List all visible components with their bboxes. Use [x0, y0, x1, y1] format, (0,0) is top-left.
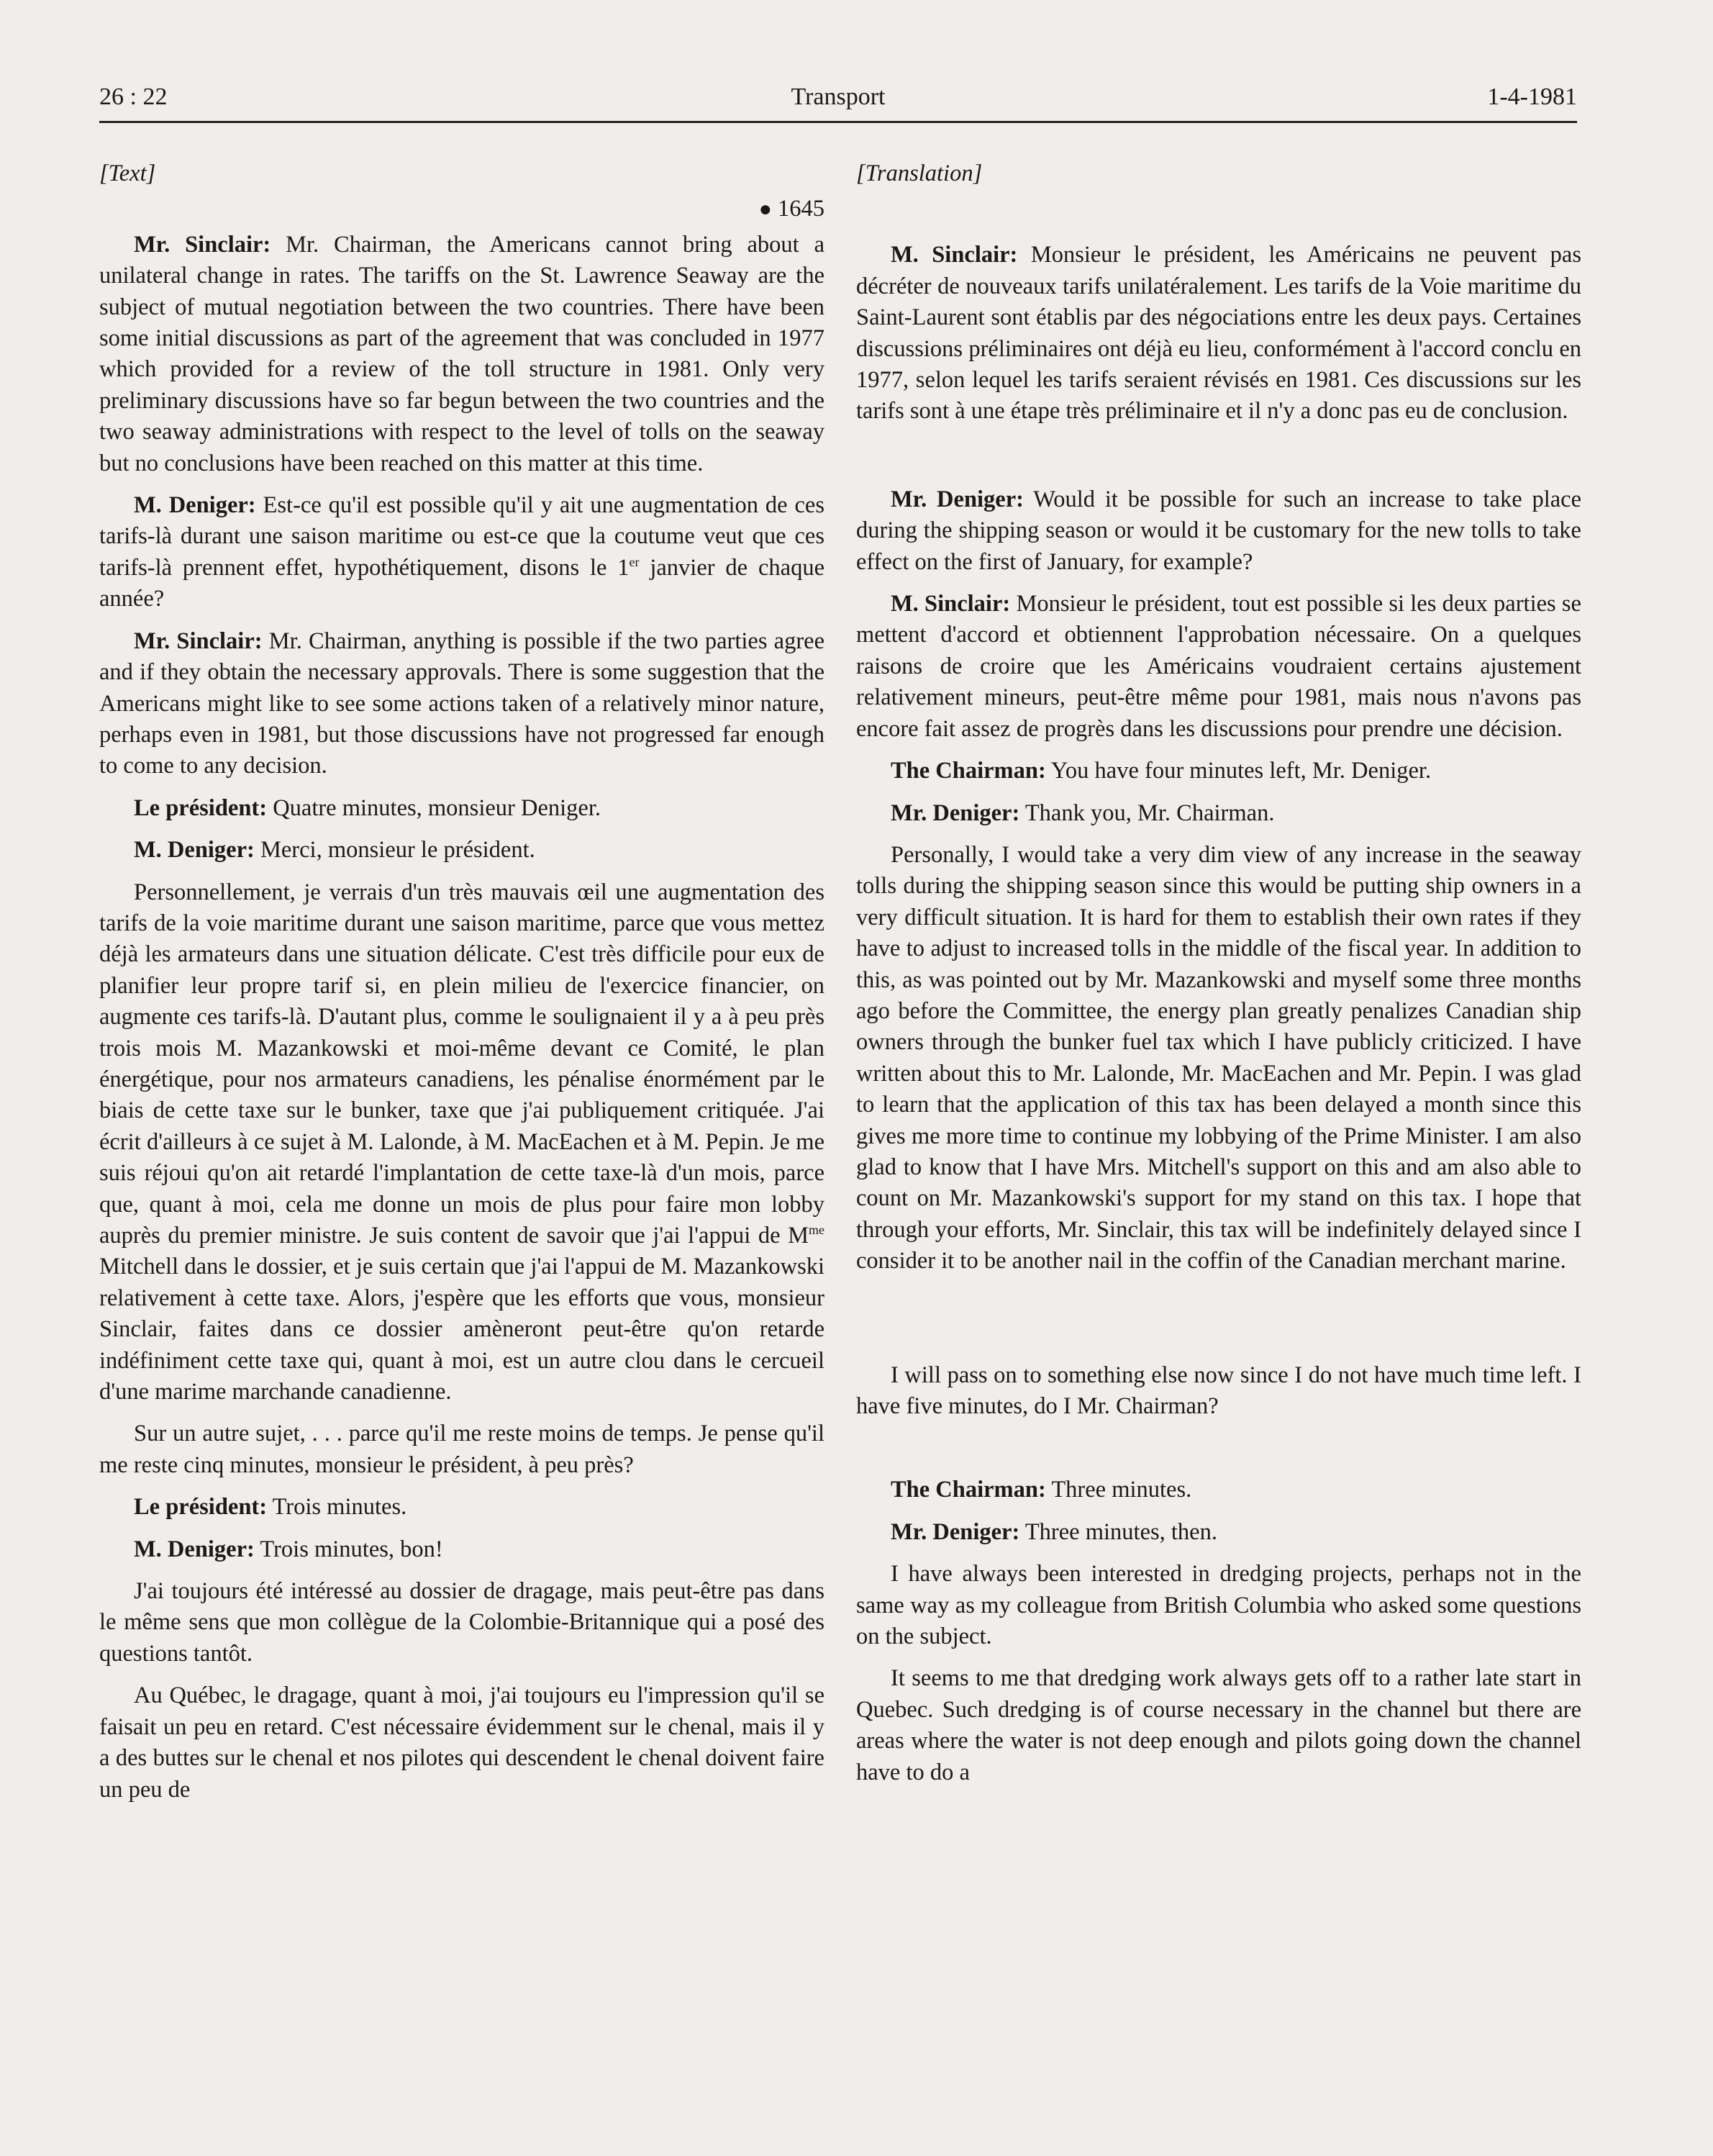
superscript: er [629, 555, 640, 570]
paragraph [856, 1360, 1581, 1423]
paragraph-text: You have four minutes left, Mr. Deniger. [1045, 758, 1432, 784]
paragraph-text: Monsieur le président, tout est possible si les deux parties se mettent d'accord et obtiennent l'approbation nécessaire. On a quelques raisons de croire que les Américains voudraient certains ajustement relativement mineurs, peut-être même pour 1981, mais nous n'avons pas encore fait assez de progrès dans les discussions pour prendre une décision. [856, 591, 1581, 742]
speaker-name: Mr. Sinclair: [134, 628, 263, 654]
running-title: Transport [791, 83, 886, 110]
paragraph [99, 1680, 824, 1806]
paragraph [856, 484, 1581, 578]
page-date: 1-4-1981 [1487, 83, 1577, 110]
paragraph [99, 1418, 824, 1481]
speaker-name: Mr. Deniger: [891, 1518, 1020, 1545]
paragraph [856, 1559, 1581, 1652]
text-label: [Text] [99, 160, 156, 186]
page-folio: 26 : 22 [99, 83, 168, 110]
speaker-name: M. Deniger: [134, 837, 255, 864]
page-header [99, 78, 1577, 123]
paragraph-text: Three minutes. [1045, 1477, 1192, 1503]
speaker-name: M. Sinclair: [891, 591, 1011, 617]
paragraph [99, 793, 824, 824]
speaker-name: The Chairman: [891, 758, 1046, 784]
paragraph-text: janvier de chaque année? [99, 554, 824, 612]
paragraph-text: Thank you, Mr. Chairman. [1019, 800, 1275, 826]
speaker-name: Le président: [134, 1494, 268, 1521]
speaker-name: Mr. Deniger: [891, 800, 1020, 826]
speaker-name: The Chairman: [891, 1477, 1046, 1503]
paragraph [856, 1475, 1581, 1505]
paragraph [856, 1517, 1581, 1548]
bullet-icon: ● [758, 197, 772, 222]
paragraph-text: J'ai toujours été intéressé au dossier de dragage, mais peut-être pas dans le même sens que mon collègue de la Colombie-Britannique qui a posé des questions tantôt. [99, 1578, 824, 1667]
left-column [99, 158, 824, 1816]
paragraph-text: Monsieur le président, les Américains ne peuvent pas décréter de nouveaux tarifs unilatéralement. Les tarifs de la Voie maritime du Saint-Laurent sont établis par des négociations entre les deux pays. Certaines discussions préliminaires ont déjà eu lieu, conformément à l'accord conclu en 1977, selon lequel les tarifs seraient révisés en 1981. Ces discussions sur les tarifs sont à une étape très préliminaire et il n'y a donc pas eu de conclusion. [856, 242, 1581, 425]
speaker-name: M. Deniger: [134, 492, 256, 519]
speaker-name: Le président: [134, 794, 268, 821]
superscript: me [809, 1223, 824, 1238]
paragraph-text: Personnellement, je verrais d'un très mauvais œil une augmentation des tarifs de la voie maritime durant une saison maritime, parce que vous mettez déjà les armateurs dans une situation délicate. C'est très difficile pour eux de planifier leur propre tarif si, en plein milieu de l'exercice financier, on augmente ces tarifs-là. D'autant plus, comme le soulignaient il y a à peu près trois mois M. Mazankowski et moi-même devant ce Comité, le plan énergétique, pour nos armateurs canadiens, les pénalise énormément par le biais de cette taxe sur le bunker, taxe que j'ai publiquement critiquée. J'ai écrit d'ailleurs à ce sujet à M. Lalonde, à M. MacEachen et à M. Pepin. Je me suis réjoui qu'on ait retardé l'implantation de cette taxe-là d'un mois, parce que, quant à moi, cela me donne un mois de plus pour faire mon lobby auprès du premier ministre. Je suis content de savoir que j'ai l'appui de M [99, 879, 824, 1249]
paragraph-text: Sur un autre sujet, . . . parce qu'il me reste moins de temps. Je pense qu'il me reste cinq minutes, monsieur le président, à peu près? [99, 1421, 824, 1478]
paragraph-text: Trois minutes, bon! [254, 1536, 443, 1562]
speaker-name: M. Deniger: [134, 1536, 255, 1562]
right-column [856, 158, 1581, 1799]
paragraph-text: I will pass on to something else now since I do not have much time left. I have five minutes, do I Mr. Chairman? [856, 1362, 1581, 1419]
paragraph [99, 835, 824, 866]
paragraph-text: Mitchell dans le dossier, et je suis certain que j'ai l'appui de M. Mazankowski relativement à cette taxe. Alors, j'espère que les efforts que vous, monsieur Sinclair, faites dans ce dossier amèneront peut-être qu'on retarde indéfiniment cette taxe qui, quant à moi, est un autre clou dans le cercueil d'une marime marchande canadienne. [99, 1254, 824, 1405]
paragraph [856, 589, 1581, 745]
paragraph [856, 798, 1581, 829]
paragraph-text: It seems to me that dredging work always gets off to a rather late start in Quebec. Such dredging is of course necessary in the channel but there are areas where the water is not deep enough and pilots going down the channel have to do a [856, 1665, 1581, 1785]
paragraph [99, 626, 824, 782]
paragraph-text: Would it be possible for such an increase to take place during the shipping season or would it be customary for the new tolls to take effect on the first of January, for example? [856, 486, 1581, 575]
paragraph-text: Mr. Chairman, anything is possible if the two parties agree and if they obtain the necessary approvals. There is some suggestion that the Americans might like to see some actions taken of a relatively minor nature, perhaps even in 1981, but those discussions have not progressed far enough to come to any decision. [99, 628, 825, 779]
paragraph [856, 240, 1581, 427]
paragraph [99, 1576, 824, 1670]
translation-label: [Translation] [856, 160, 983, 186]
time-stamp [99, 194, 824, 225]
paragraph [99, 1534, 824, 1565]
paragraph-text: I have always been interested in dredging projects, perhaps not in the same way as my colleague from British Columbia who asked some questions on the subject. [856, 1561, 1581, 1650]
paragraph-text: Mr. Chairman, the Americans cannot bring about a unilateral change in rates. The tariffs on the St. Lawrence Seaway are the subject of mutual negotiation between the two countries. There have been some initial discussions as part of the agreement that was concluded in 1977 which provided for a review of the toll structure in 1981. Only very preliminary discussions have so far begun between the two countries and the two seaway administrations with respect to the level of tolls on the seaway but no conclusions have been reached on this matter at this time. [99, 231, 824, 476]
speaker-name: Mr. Deniger: [891, 486, 1024, 512]
paragraph [99, 877, 824, 1408]
paragraph-text: Personally, I would take a very dim view of any increase in the seaway tolls during the shipping season since this would be putting ship owners in a very difficult situation. It is hard for them to establish their own rates if they have to adjust to increased tolls in the middle of the fiscal year. In addition to this, as was pointed out by Mr. Mazankowski and myself some three months ago before the Committee, the energy plan greatly penalizes Canadian ship owners through the bunker fuel tax which I have publicly criticized. I have written about this to Mr. Lalonde, Mr. MacEachen and Mr. Pepin. I was glad to learn that the application of this tax has been delayed a month since this gives me more time to continue my lobbying of the Prime Minister. I am also glad to know that I have Mrs. Mitchell's support on this and am also able to count on Mr. Mazankowski's support for my stand on this tax. I hope that through your efforts, Mr. Sinclair, this tax will be indefinitely delayed since I consider it to be another nail in the coffin of the Canadian merchant marine. [856, 841, 1581, 1274]
speaker-name: M. Sinclair: [891, 242, 1018, 268]
paragraph-text: Merci, monsieur le président. [254, 837, 535, 864]
paragraph [99, 1492, 824, 1523]
paragraph-text: Est-ce qu'il est possible qu'il y ait une augmentation de ces tarifs-là durant une saison maritime ou est-ce que la coutume veut que ces tarifs-là prennent effet, hypothétiquement, disons le 1 [99, 492, 824, 581]
paragraph [99, 230, 824, 479]
paragraph-text: Trois minutes. [267, 1494, 407, 1521]
time-stamp-value: 1645 [778, 196, 824, 222]
paragraph [856, 1663, 1581, 1788]
paragraph [99, 490, 824, 615]
paragraph-text: Au Québec, le dragage, quant à moi, j'ai toujours eu l'impression qu'il se faisait un peu en retard. C'est nécessaire évidemment sur le chenal, mais il y a des buttes sur le chenal et nos pilotes qui descendent le chenal doivent faire un peu de [99, 1682, 824, 1803]
paragraph-text: Three minutes, then. [1019, 1518, 1217, 1545]
paragraph-text: Quatre minutes, monsieur Deniger. [267, 794, 601, 821]
speaker-name: Mr. Sinclair: [134, 231, 271, 258]
paragraph [856, 840, 1581, 1277]
paragraph [856, 756, 1581, 787]
